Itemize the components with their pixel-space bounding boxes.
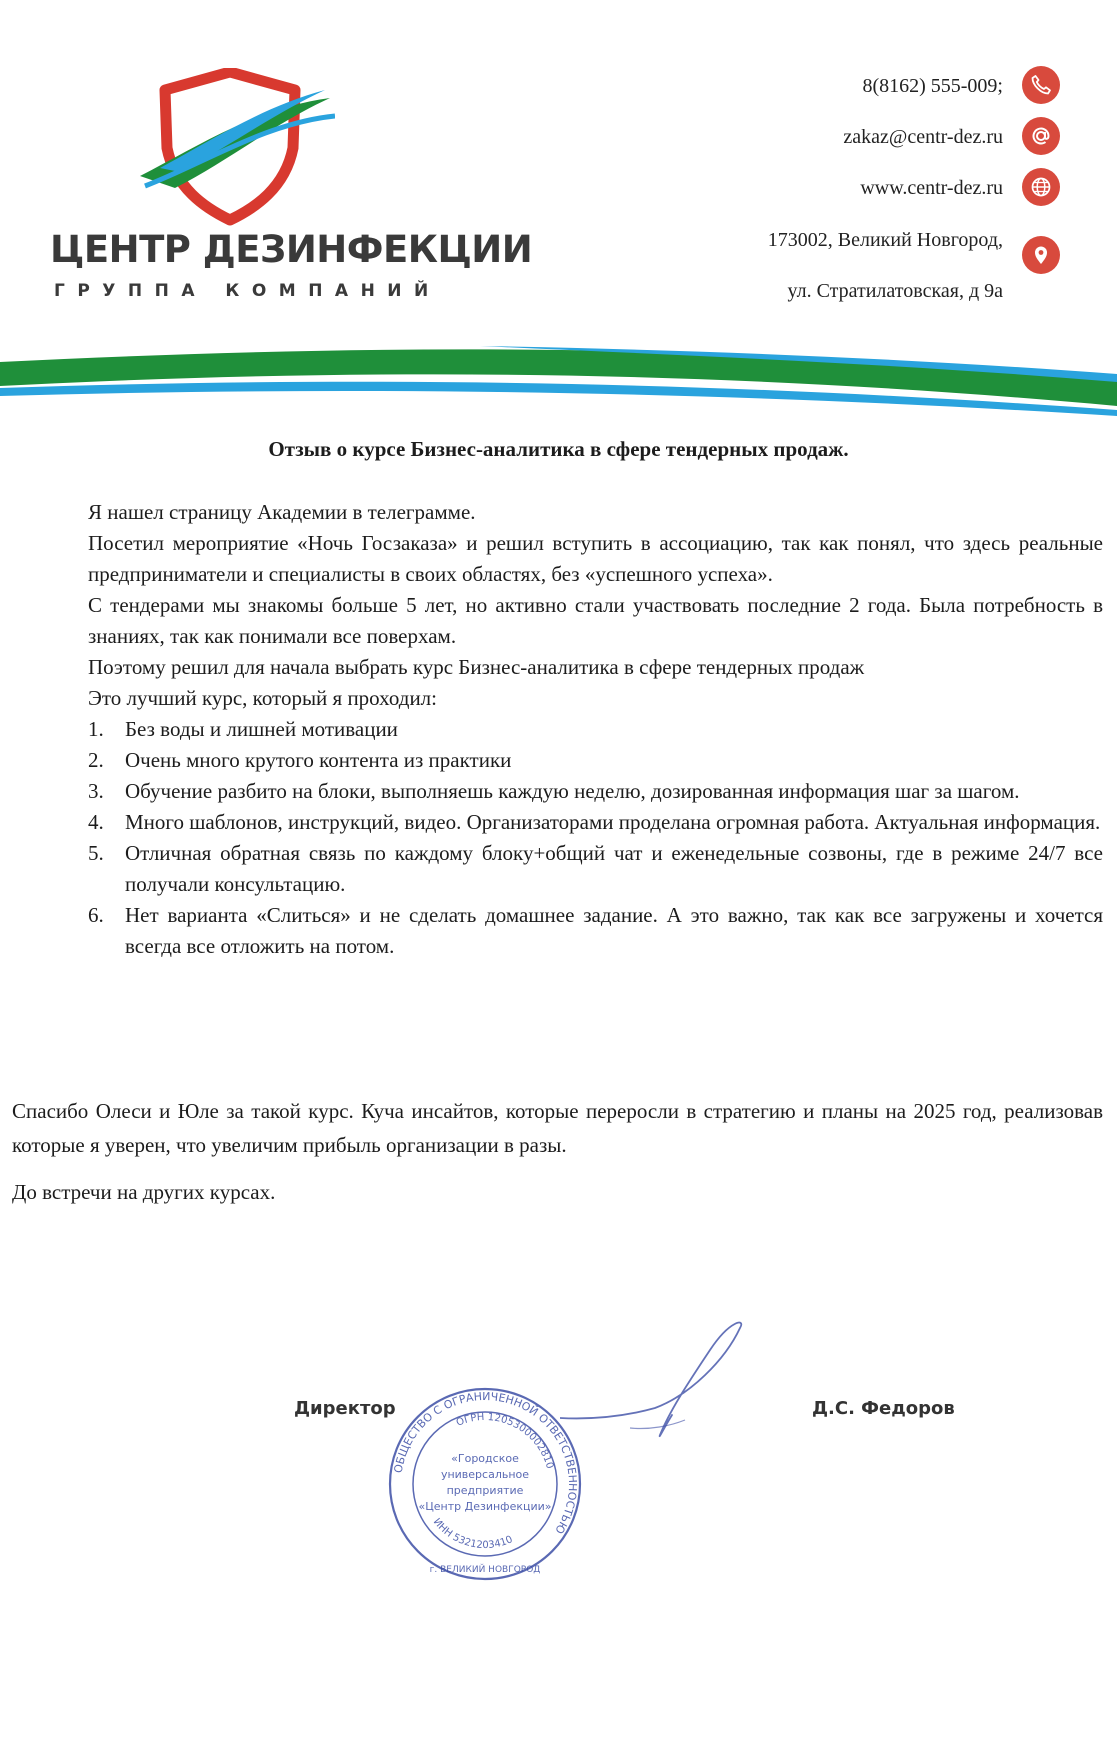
contact-address-line2: ул. Стратилатовская, д 9а [787, 280, 1003, 302]
stamp-center-line: «Городское [451, 1452, 519, 1465]
contact-phone: 8(8162) 555-009; [862, 75, 1003, 97]
header-wave-divider [0, 340, 1117, 420]
brand-subtitle: ГРУППА КОМПАНИЙ [54, 281, 441, 301]
stamp-inn-text: ИНН 5321203410 [430, 1516, 515, 1552]
list-item [88, 776, 1103, 807]
paragraph: Это лучший курс, который я проходил: [88, 686, 437, 710]
list-item-number: 4. [88, 810, 104, 834]
list-item-number: 5. [88, 841, 104, 865]
contact-website[interactable]: www.centr-dez.ru [860, 177, 1003, 199]
list-item [88, 838, 1103, 900]
list-item [88, 745, 1103, 776]
list-item-text: Очень много крутого контента из практики [125, 748, 512, 772]
thanks-paragraph: Спасибо Олеси и Юле за такой курс. Куча инсайтов, которые переросли в стратегию и планы на 2025 год, реализовав которые я уверен, что увеличим прибыль организации в разы. [12, 1099, 1103, 1157]
signer-name: Д.С. Федоров [812, 1398, 955, 1419]
list-item-text: Без воды и лишней мотивации [125, 717, 398, 741]
list-item-number: 6. [88, 903, 104, 927]
stamp-city-text: г. ВЕЛИКИЙ НОВГОРОД [429, 1565, 541, 1575]
brand-name: ЦЕНТР ДЕЗИНФЕКЦИИ [50, 228, 533, 271]
company-stamp-icon [385, 1384, 585, 1584]
list-item-number: 2. [88, 748, 104, 772]
benefits-list [88, 714, 1103, 962]
stamp-center-line: «Центр Дезинфекции» [418, 1500, 552, 1513]
list-item [88, 714, 1103, 745]
at-sign-icon [1022, 117, 1060, 155]
map-pin-icon [1022, 236, 1060, 274]
globe-icon [1022, 168, 1060, 206]
signer-role: Директор [294, 1398, 396, 1419]
handwritten-signature-icon [560, 1320, 760, 1460]
contact-email[interactable]: zakaz@centr-dez.ru [843, 126, 1003, 148]
list-item-text: Много шаблонов, инструкций, видео. Организаторами проделана огромная работа. Актуальная информация. [125, 810, 1101, 834]
list-item-text: Нет варианта «Слиться» и не сделать домашнее задание. А это важно, так как все загружены и хочется всегда все отложить на потом. [125, 903, 1103, 958]
stamp-ogrn-text: ОГРН 1205300002810 [454, 1411, 556, 1471]
stamp-center-line: предприятие [446, 1484, 524, 1497]
company-logo-icon [135, 68, 335, 228]
paragraph: Посетил мероприятие «Ночь Госзаказа» и решил вступить в ассоциацию, так как понял, что здесь реальные предприниматели и специалисты в своих областях, без «успешного успеха». [88, 531, 1103, 586]
list-item [88, 900, 1103, 962]
contact-address-line1: 173002, Великий Новгород, [767, 229, 1003, 251]
review-body [88, 497, 1103, 962]
document-title: Отзыв о курсе Бизнес-аналитика в сфере тендерных продаж. [268, 437, 849, 461]
list-item-text: Отличная обратная связь по каждому блоку+общий чат и еженедельные созвоны, где в режиме 24/7 все получали консультацию. [125, 841, 1103, 896]
list-item-number: 3. [88, 779, 104, 803]
list-item-text: Обучение разбито на блоки, выполняешь каждую неделю, дозированная информация шаг за шагом. [125, 779, 1020, 803]
list-item-number: 1. [88, 717, 104, 741]
stamp-center-line: универсальное [440, 1468, 530, 1481]
paragraph: С тендерами мы знакомы больше 5 лет, но активно стали участвовать последние 2 года. Была потребность в знаниях, так как понимали все поверхам. [88, 593, 1103, 648]
list-item [88, 807, 1103, 838]
paragraph: Поэтому решил для начала выбрать курс Бизнес-аналитика в сфере тендерных продаж [88, 655, 865, 679]
farewell-line: До встречи на других курсах. [12, 1180, 276, 1204]
svg-text:ИНН 5321203410 [431, 1517, 515, 1551]
paragraph: Я нашел страницу Академии в телеграмме. [88, 500, 476, 524]
phone-icon [1022, 66, 1060, 104]
stamp-outer-ring-text: ОБЩЕСТВО С ОГРАНИЧЕННОЙ ОТВЕТСТВЕННОСТЬЮ [391, 1389, 580, 1537]
